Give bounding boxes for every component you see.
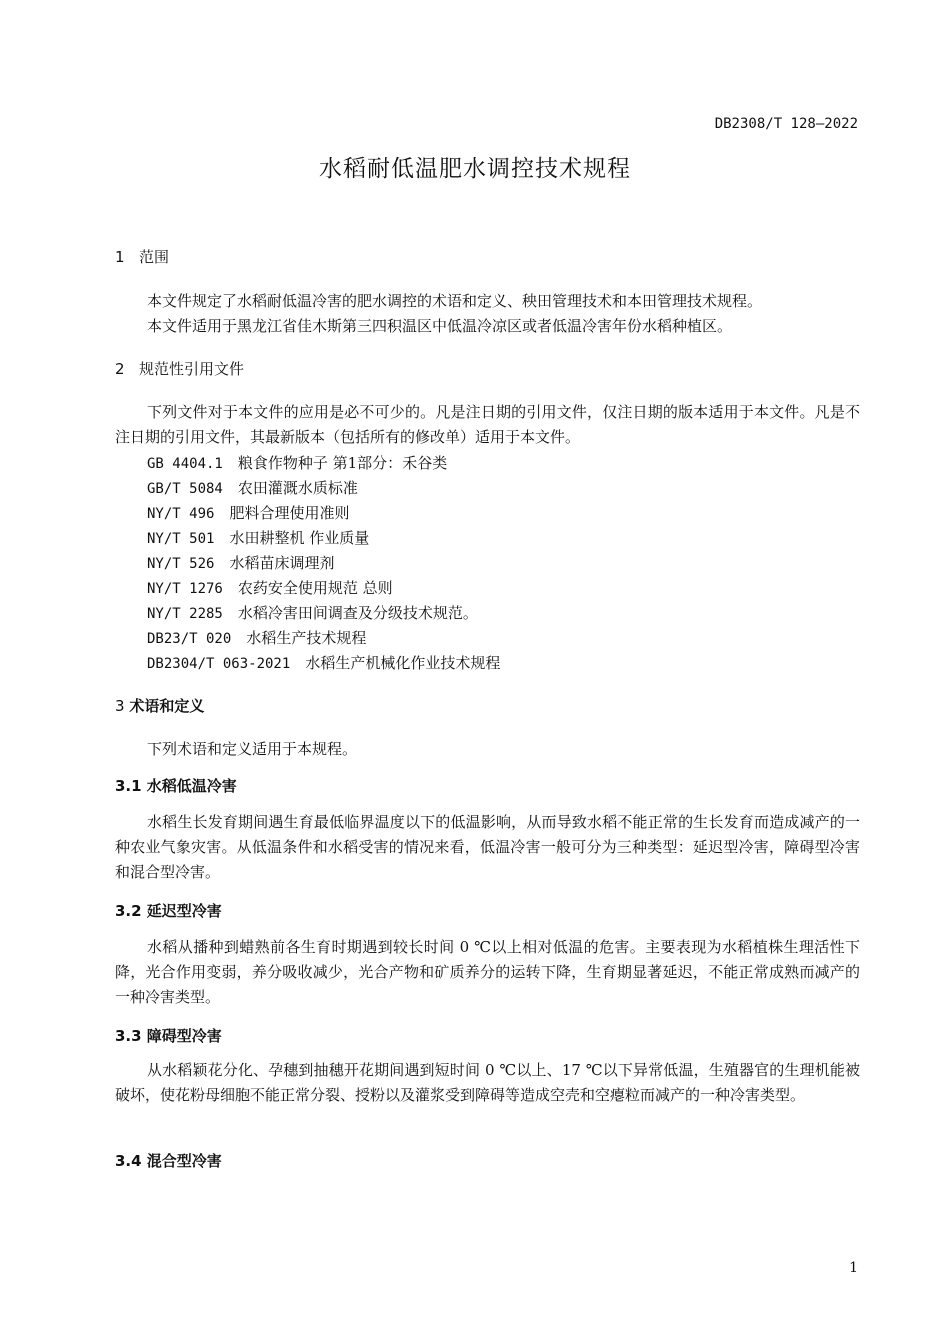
term-definition: 水稻生长发育期间遇生育最低临界温度以下的低温影响，从而导致水稻不能正常的生长发育而造成减产的一种农业气象灾害。从低温条件和水稻受害的情况来看，低温冷害一般可分为三种类型：延迟型冷害，障碍型冷害和混合型冷害。 xyxy=(115,813,860,881)
reference-item xyxy=(147,502,349,523)
section-number: 1 xyxy=(115,248,125,266)
reference-name: 农药安全使用规范 总则 xyxy=(237,579,393,597)
scope-line-2: 本文件适用于黑龙江省佳木斯第三四积温区中低温冷凉区或者低温冷害年份水稻种植区。 xyxy=(147,317,733,335)
reference-item xyxy=(147,577,393,598)
section-title: 范围 xyxy=(139,248,170,266)
reference-name: 水稻冷害田间调查及分级技术规范。 xyxy=(237,604,478,622)
term-definition: 水稻从播种到蜡熟前各生育时期遇到较长时间 0 ℃以上相对低温的危害。主要表现为水稻植株生理活性下降，光合作用变弱，养分吸收减少，光合产物和矿质养分的运转下降，生育期显著延迟，不能正常成熟而减产的一种冷害类型。 xyxy=(115,938,860,1006)
reference-name: 水稻生产技术规程 xyxy=(246,629,367,647)
section-3-heading xyxy=(115,695,204,716)
reference-name: 水稻苗床调理剂 xyxy=(229,554,335,572)
reference-name: 粮食作物种子 第1部分：禾谷类 xyxy=(237,454,448,472)
reference-item xyxy=(147,627,366,648)
document-title: 水稻耐低温肥水调控技术规程 xyxy=(319,156,631,182)
section-1-heading xyxy=(115,246,169,267)
reference-item xyxy=(147,527,369,548)
reference-code: NY/T 1276 xyxy=(147,581,223,597)
reference-item xyxy=(147,452,447,473)
term-heading: 3.1 水稻低温冷害 xyxy=(115,777,237,795)
term-definition: 从水稻颖花分化、孕穗到抽穗开花期间遇到短时间 0 ℃以上、17 ℃以下异常低温，生殖器官的生理机能被破坏，使花粉母细胞不能正常分裂、授粉以及灌浆受到障碍等造成空壳和空瘪粒而减产的一种冷害类型。 xyxy=(115,1061,860,1104)
reference-name: 水稻生产机械化作业技术规程 xyxy=(305,654,501,672)
reference-item xyxy=(147,602,478,623)
terms-intro: 下列术语和定义适用于本规程。 xyxy=(147,740,358,758)
term-heading: 3.4 混合型冷害 xyxy=(115,1152,222,1170)
document-code: DB2308/T 128—2022 xyxy=(714,116,858,132)
reference-code: DB2304/T 063-2021 xyxy=(147,656,291,672)
scope-line-1: 本文件规定了水稻耐低温冷害的肥水调控的术语和定义、秧田管理技术和本田管理技术规程。 xyxy=(147,292,763,310)
reference-name: 肥料合理使用准则 xyxy=(229,504,350,522)
reference-item xyxy=(147,552,334,573)
reference-code: GB 4404.1 xyxy=(147,456,223,472)
page-number: 1 xyxy=(849,1260,858,1276)
reference-code: GB/T 5084 xyxy=(147,481,223,497)
section-number: 3 xyxy=(115,697,125,715)
reference-name: 水田耕整机 作业质量 xyxy=(229,529,370,547)
reference-code: DB23/T 020 xyxy=(147,631,232,647)
term-heading: 3.3 障碍型冷害 xyxy=(115,1027,222,1045)
section-title: 术语和定义 xyxy=(129,697,205,715)
section-title: 规范性引用文件 xyxy=(139,360,245,378)
reference-item xyxy=(147,477,358,498)
term-heading: 3.2 延迟型冷害 xyxy=(115,902,222,920)
reference-code: NY/T 496 xyxy=(147,506,215,522)
section-number: 2 xyxy=(115,360,125,378)
reference-name: 农田灌溉水质标准 xyxy=(237,479,358,497)
reference-item xyxy=(147,652,500,673)
references-intro: 下列文件对于本文件的应用是必不可少的。凡是注日期的引用文件，仅注日期的版本适用于本文件。凡是不注日期的引用文件，其最新版本（包括所有的修改单）适用于本文件。 xyxy=(115,403,860,446)
reference-code: NY/T 526 xyxy=(147,556,215,572)
section-2-heading xyxy=(115,358,244,379)
reference-code: NY/T 501 xyxy=(147,531,215,547)
reference-code: NY/T 2285 xyxy=(147,606,223,622)
